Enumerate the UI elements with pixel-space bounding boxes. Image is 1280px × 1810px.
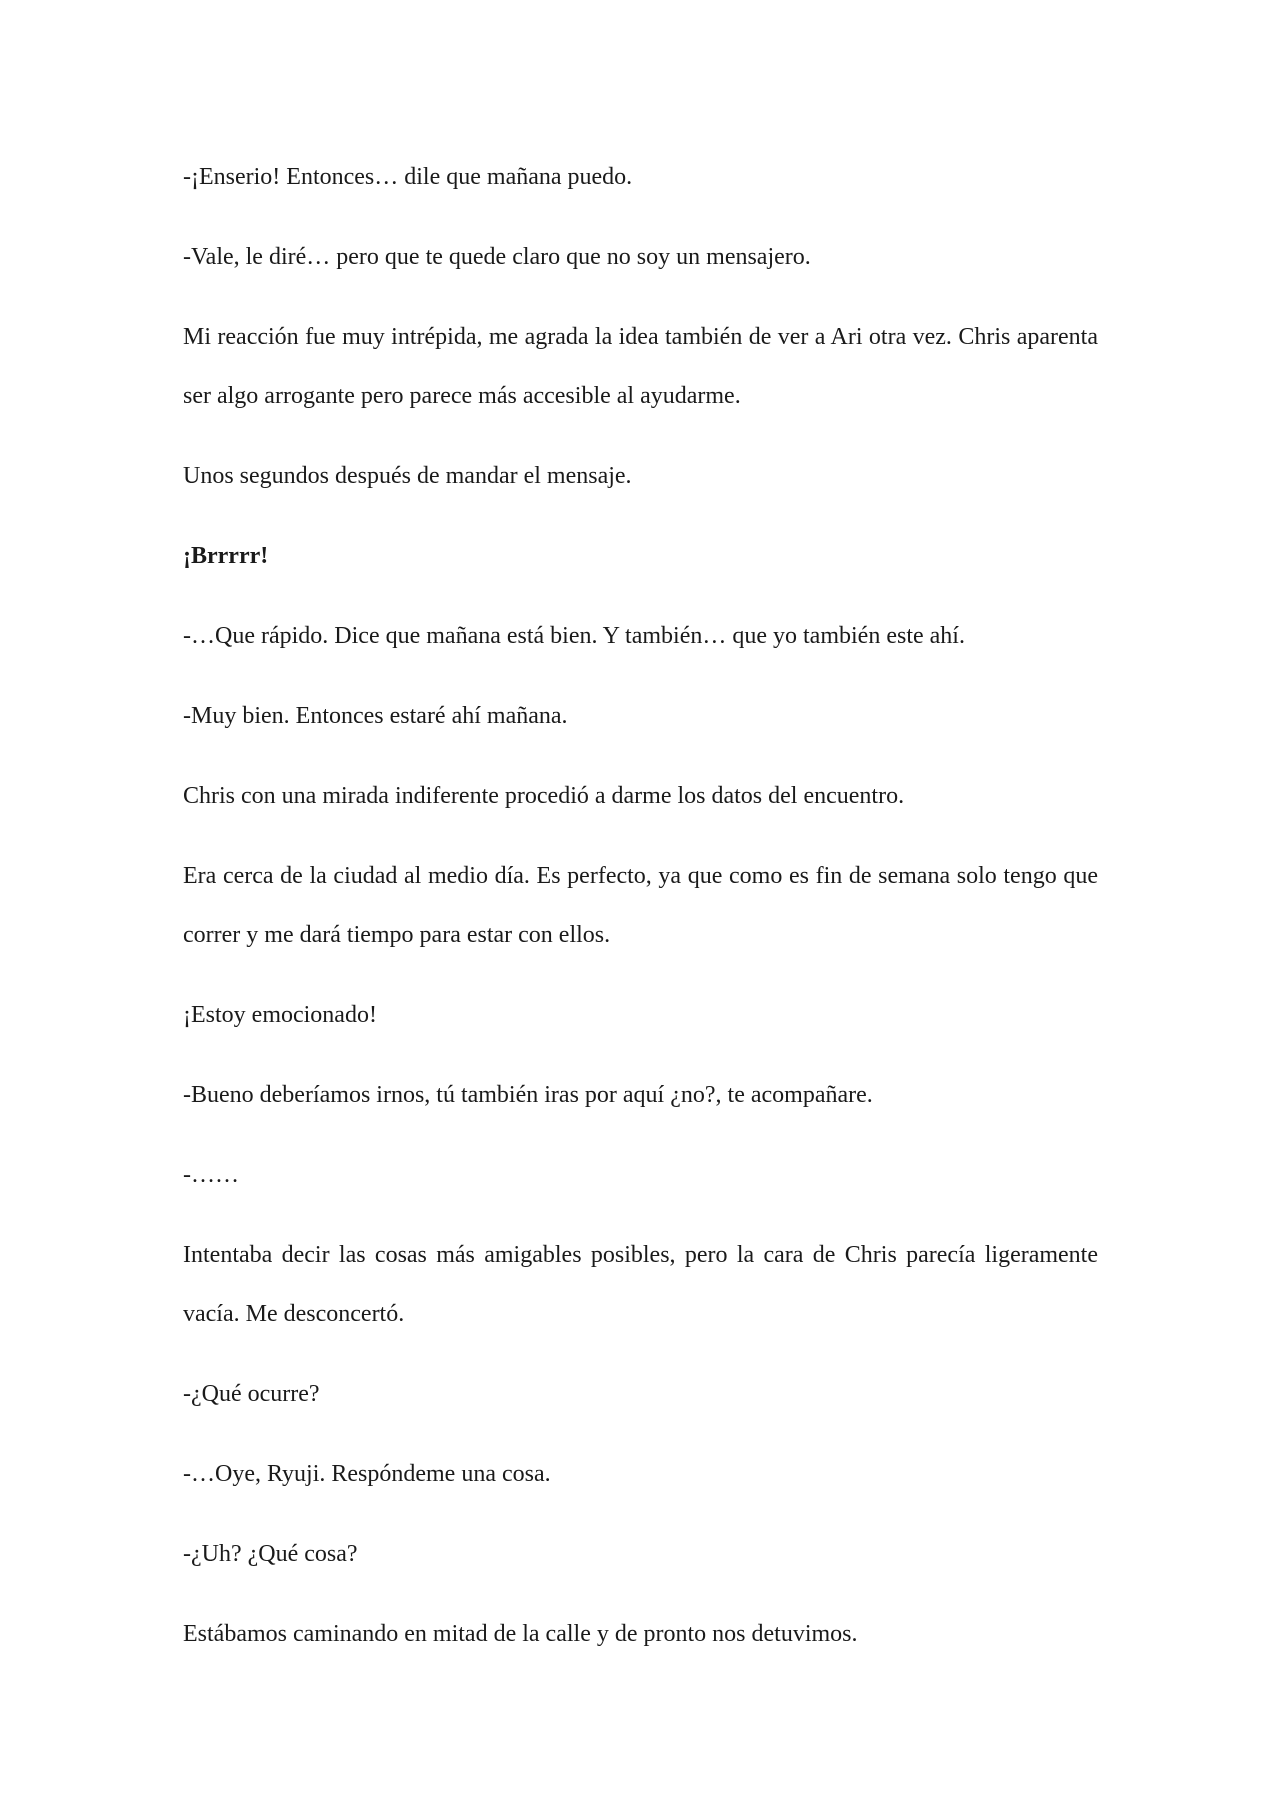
- paragraph-12: -……: [183, 1162, 239, 1188]
- paragraph-3: Mi reacción fue muy intrépida, me agrada la idea también de ver a Ari otra vez. Chris aparenta ser algo arrogante pero parece más accesible al ayudarme.: [183, 324, 1098, 409]
- paragraph-9: Era cerca de la ciudad al medio día. Es perfecto, ya que como es fin de semana solo tengo que correr y me dará tiempo para estar con ellos.: [183, 863, 1098, 948]
- paragraph-5-sound-effect: ¡Brrrrr!: [183, 543, 269, 569]
- paragraph-10: ¡Estoy emocionado!: [183, 1002, 377, 1028]
- paragraph-13: Intentaba decir las cosas más amigables posibles, pero la cara de Chris parecía ligeramente vacía. Me desconcertó.: [183, 1242, 1098, 1327]
- paragraph-2: -Vale, le diré… pero que te quede claro que no soy un mensajero.: [183, 244, 811, 270]
- document-body: [183, 148, 1098, 1685]
- paragraph-6: -…Que rápido. Dice que mañana está bien. Y también… que yo también este ahí.: [183, 623, 965, 649]
- paragraph-4: Unos segundos después de mandar el mensaje.: [183, 463, 632, 489]
- paragraph-1: -¡Enserio! Entonces… dile que mañana puedo.: [183, 164, 633, 190]
- paragraph-15: -…Oye, Ryuji. Respóndeme una cosa.: [183, 1461, 551, 1487]
- paragraph-16: -¿Uh? ¿Qué cosa?: [183, 1541, 358, 1567]
- paragraph-8: Chris con una mirada indiferente procedió a darme los datos del encuentro.: [183, 783, 905, 809]
- paragraph-17: Estábamos caminando en mitad de la calle y de pronto nos detuvimos.: [183, 1621, 858, 1647]
- paragraph-11: -Bueno deberíamos irnos, tú también iras por aquí ¿no?, te acompañare.: [183, 1082, 873, 1108]
- paragraph-14: -¿Qué ocurre?: [183, 1381, 320, 1407]
- paragraph-7: -Muy bien. Entonces estaré ahí mañana.: [183, 703, 568, 729]
